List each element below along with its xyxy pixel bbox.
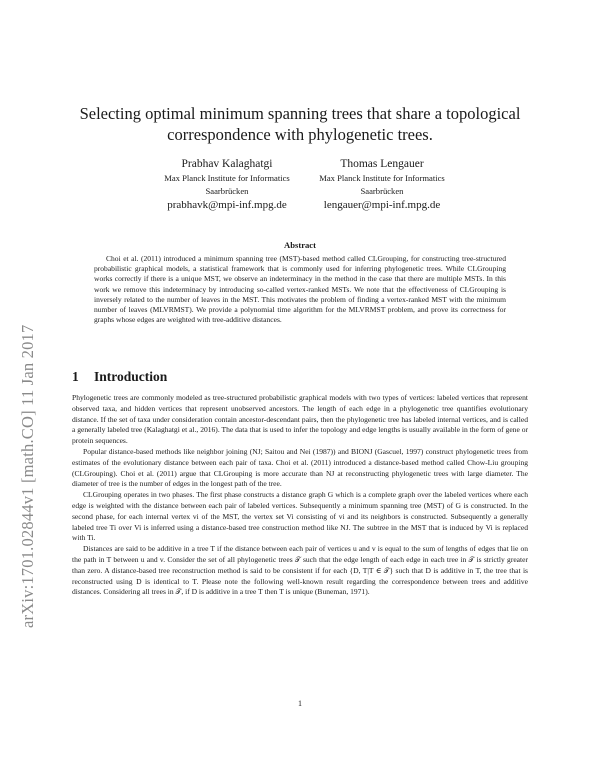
author-name: Thomas Lengauer xyxy=(340,158,424,170)
paragraph: Popular distance-based methods like neighbor joining (NJ; Saitou and Nei (1987)) and BIONJ (Gascuel, 1997) construct phylogenetic trees from estimates of the evolutionary distance between each pair of taxa. Choi et al. (2011) introduced a distance-based method called Chow-Liu grouping (CLGrouping). Choi et al. (2011) argue that CLGrouping is more accurate than NJ at reconstructing phylogenetic trees with large diameter. The diameter of tree is the number of edges in the longest path of the tree. xyxy=(72,446,528,489)
arxiv-identifier: arXiv:1701.02844v1 [math.CO] 11 Jan 2017 xyxy=(18,324,37,628)
paper-title xyxy=(60,103,540,145)
paragraph: CLGrouping operates in two phases. The first phase constructs a distance graph G which is a complete graph over the labeled vertices where each edge is weighted with the distance between each pair of labeled vertices. Subsequently a minimum spanning tree (MST) of G is constructed. In the second phase, for each internal vertex vi of the MST, the vertex set Vi consisting of vi and its neighbors is constructed. Subsequently a generally labeled tree Ti over Vi is inferred using a distance-based tree construction method like NJ. The subtree in the MST that is induced by Vi is replaced with Ti. xyxy=(72,490,528,543)
section-title: Introduction xyxy=(94,369,168,384)
author-email: prabhavk@mpi-inf.mpg.de xyxy=(167,199,287,211)
section-heading xyxy=(72,369,167,385)
paragraph: Phylogenetic trees are commonly modeled as tree-structured probabilistic graphical models with two types of vertices: labeled vertices that represent observed taxa, and hidden vertices that represent unobserved ancestors. The length of each edge in a phylogenetic tree quantifies evolutionary distance. If the set of taxa under consideration contain ancestor-descendant pairs, then the phylogenetic tree has labeled internal vertices, and is called a generally labeled tree (Kalaghatgi et al., 2016). The data that is used to infer the topology and edge lengths is usually available in the form of gene or protein sequences. xyxy=(72,393,528,446)
author-city: Saarbrücken xyxy=(205,186,249,196)
paragraph: Distances are said to be additive in a tree T if the distance between each pair of vertices u and v is equal to the sum of lengths of edges that lie on the path in T between u and v. Consider the set of all phylogenetic trees 𝒯 such that the edge length of each edge in each tree in 𝒯 is strictly greater than zero. A distance-based tree reconstruction method is said to be consistent if for each {D, T|T ∈ 𝒯} such that D is additive in T, the tree that is reconstructed using D is identical to T. Please note the following well-known result regarding the correspondence between trees and additive distances. Considering all trees in 𝒯, if D is additive in a tree T then T is unique (Buneman, 1971). xyxy=(72,544,528,597)
author-affiliation: Max Planck Institute for Informatics xyxy=(319,173,445,183)
introduction-body xyxy=(72,393,528,598)
author-email: lengauer@mpi-inf.mpg.de xyxy=(323,199,441,211)
title-line-1: Selecting optimal minimum spanning trees that share a topological xyxy=(79,104,521,123)
section-number: 1 xyxy=(72,369,79,384)
author-city: Saarbrücken xyxy=(360,186,404,196)
abstract-text: Choi et al. (2011) introduced a minimum spanning tree (MST)-based method called CLGrouping, for constructing tree-structured probabilistic graphical models, a statistical framework that is commonly used for inferring phylogenetic trees. While CLGrouping works correctly if there is a unique MST, we observe an indeterminacy in the method in the case that there are multiple MSTs. In this work we remove this indeterminacy by introducing so-called vertex-ranked MSTs. We note that the effectiveness of CLGrouping is inversely related to the number of leaves in the MST. This motivates the problem of finding a vertex-ranked MST with the minimum number of leaves (MLVRMST). We provide a polynomial time algorithm for the MLVRMST problem, and prove its correctness for graphs whose edges are weighted with tree-additive distances. xyxy=(94,254,506,325)
author-name: Prabhav Kalaghatgi xyxy=(181,158,273,170)
author-block-2 xyxy=(282,157,482,212)
abstract-heading: Abstract xyxy=(284,240,316,250)
author-affiliation: Max Planck Institute for Informatics xyxy=(164,173,290,183)
title-line-2: correspondence with phylogenetic trees. xyxy=(167,125,433,144)
page-number: 1 xyxy=(298,699,302,708)
